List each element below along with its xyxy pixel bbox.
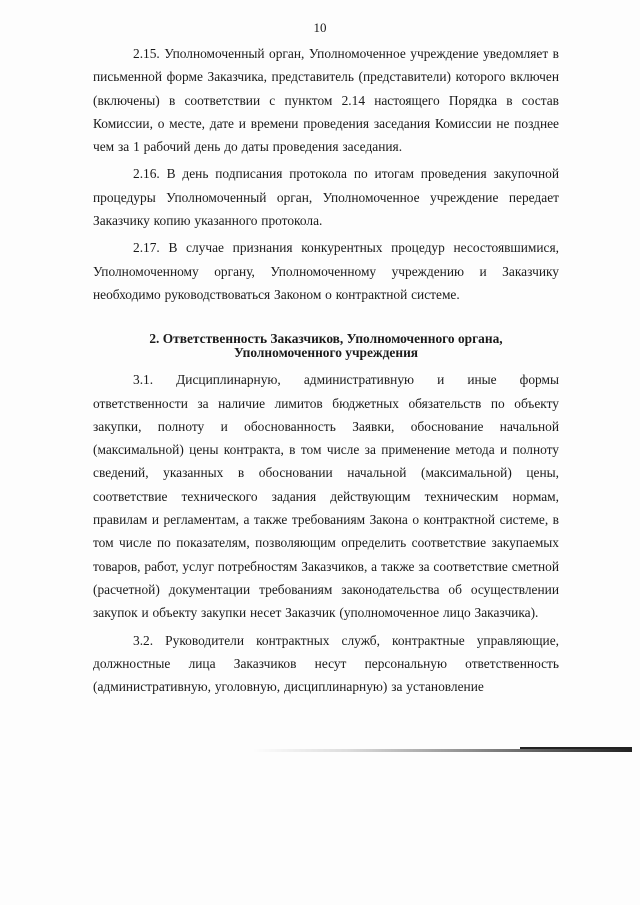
page-number: 10	[313, 20, 327, 35]
section-heading-line1: 2. Ответственность Заказчиков, Уполномоченного органа,	[149, 331, 503, 347]
paragraph-2-15: 2.15. Уполномоченный орган, Уполномоченное учреждение уведомляет в письменной форме Заказчика, представитель (представители) которого включен (включены) в соответствии с пунктом 2.14 настоящего Порядка в состав Комиссии, о месте, дате и времени проведения заседания Комиссии не позднее чем за 1 рабочий день до даты проведения заседания.	[93, 46, 559, 155]
section-heading-line2: Уполномоченного учреждения	[233, 345, 419, 361]
paragraph-3-1: 3.1. Дисциплинарную, административную и иные формы ответственности за наличие лимитов бюджетных обязательств по объекту закупки, полноту и обоснованность Заявки, обоснование начальной (максимальной) цены контракта, в том числе за применение метода и полноту сведений, указанных в обосновании начальной (максимальной) цены, соответствие технического задания действующим техническим нормам, правилам и регламентам, а также требованиям Закона о контрактной системе, в том числе по показателям, позволяющим определить соответствие закупаемых товаров, работ, услуг потребностям Заказчиков, а также за соответствие сметной (расчетной) документации требованиям законодательства об осуществлении закупок и объекту закупки несет Заказчик (уполномоченное лицо Заказчика).	[93, 372, 559, 621]
paragraph-2-16: 2.16. В день подписания протокола по итогам проведения закупочной процедуры Уполномоченный орган, Уполномоченное учреждение передает Заказчику копию указанного протокола.	[93, 166, 559, 229]
document-body	[93, 42, 559, 698]
paragraph-3-2: 3.2. Руководители контрактных служб, контрактные управляющие, должностные лица Заказчиков несут персональную ответственность (административную, уголовную, дисциплинарную) за установление	[93, 632, 559, 695]
scan-edge-line	[252, 749, 632, 752]
paragraph-2-17: 2.17. В случае признания конкурентных процедур несостоявшимися, Уполномоченному органу, Уполномоченному учреждению и Заказчику необходимо руководствоваться Законом о контрактной системе.	[93, 240, 559, 302]
scan-edge-line-dark	[520, 747, 632, 749]
section-heading	[93, 332, 559, 360]
